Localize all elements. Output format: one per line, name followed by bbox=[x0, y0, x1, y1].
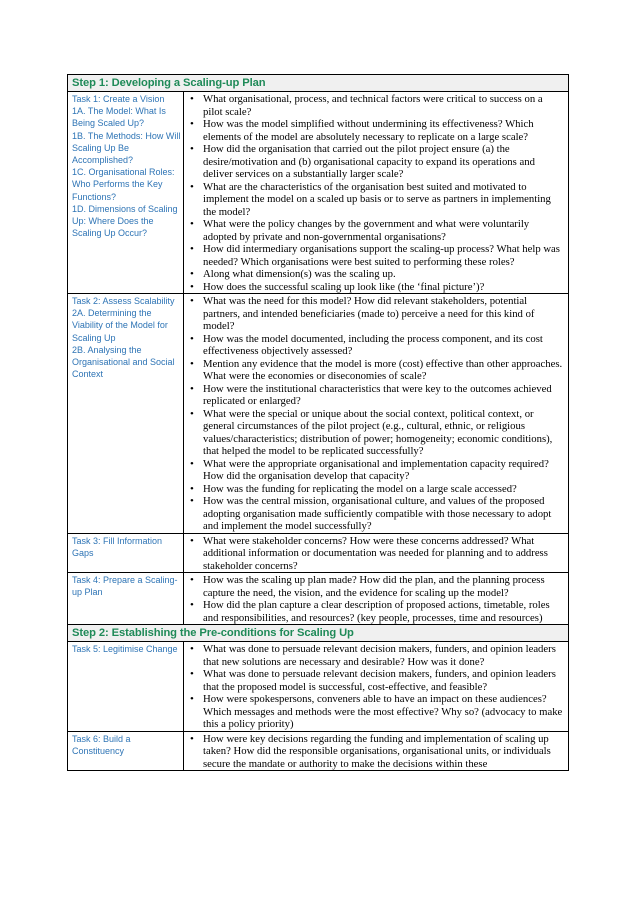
task-row bbox=[68, 533, 569, 573]
questions-cell bbox=[184, 92, 569, 294]
question-list bbox=[190, 535, 564, 573]
task-title: Task 3: Fill Information Gaps bbox=[72, 535, 163, 558]
step-heading-row bbox=[68, 75, 569, 92]
task-row bbox=[68, 92, 569, 294]
question-list bbox=[190, 643, 564, 731]
task-row bbox=[68, 731, 569, 771]
question-item: • How does the successful scaling up look like (the ‘final picture’)? bbox=[190, 281, 564, 294]
task-title: Task 4: Prepare a Scaling-up Plan bbox=[72, 575, 178, 598]
task-label-cell bbox=[68, 731, 184, 771]
question-list bbox=[190, 93, 564, 293]
question-item: • How did intermediary organisations support the scaling-up process? What help was needed? Which organisations were best suited to performing these roles? bbox=[190, 243, 564, 268]
question-list bbox=[190, 733, 564, 771]
question-item: • How did the organisation that carried out the pilot project ensure (a) the desire/motivation and (b) organisational capacity to expand its operations and deliver services on a substantially larger scale? bbox=[190, 143, 564, 181]
task-label-cell bbox=[68, 573, 184, 625]
task-label-cell bbox=[68, 642, 184, 732]
question-item: • How were spokespersons, conveners able to have an impact on these audiences? Which messages and methods were the most effective? Why so? (advocacy to make this a policy priority) bbox=[190, 693, 564, 731]
task-row bbox=[68, 573, 569, 625]
question-list bbox=[190, 295, 564, 533]
question-item: • What was done to persuade relevant decision makers, funders, and opinion leaders that new solutions are necessary and desirable? How was it done? bbox=[190, 643, 564, 668]
task-subitem: 2A. Determining the Viability of the Model for Scaling Up bbox=[72, 308, 168, 343]
question-item: • How was the scaling up plan made? How did the plan, and the planning process capture the need, the vision, and the evidence for scaling up the model? bbox=[190, 574, 564, 599]
task-title: Task 1: Create a Vision bbox=[72, 94, 165, 104]
questions-cell bbox=[184, 294, 569, 534]
task-title: Task 2: Assess Scalability bbox=[72, 296, 175, 306]
step-heading: Step 2: Establishing the Pre-conditions for Scaling Up bbox=[68, 625, 569, 642]
task-label-cell bbox=[68, 533, 184, 573]
step-heading-row bbox=[68, 625, 569, 642]
question-item: • What were the appropriate organisational and implementation capacity required? How did the organisation develop that capacity? bbox=[190, 458, 564, 483]
task-subitem: 1A. The Model: What Is Being Scaled Up? bbox=[72, 106, 166, 129]
task-row bbox=[68, 642, 569, 732]
task-subitem: 1D. Dimensions of Scaling Up: Where Does the Scaling Up Occur? bbox=[72, 203, 178, 239]
question-item: • What were the special or unique about the social context, political context, or general circumstances of the pilot project (e.g., cultural, ethnic, or religious values/characteristics; distribution of power; homogeneity; economic conditions), that helped the model to be replicated successfully? bbox=[190, 408, 564, 458]
question-item: • How were key decisions regarding the funding and implementation of scaling up taken? How did the responsible organisations, organisational units, or individuals secure the mandate or authority to make the decisions within these bbox=[190, 733, 564, 771]
question-item: • How was the model simplified without undermining its effectiveness? Which elements of the model are absolutely necessary to replicate on a large scale? bbox=[190, 118, 564, 143]
question-item: • How was the central mission, organisational culture, and values of the proposed adopting organisation made sufficiently compatible with those necessary to adopt and implement the model successfully? bbox=[190, 495, 564, 533]
task-subitem: 1C. Organisational Roles: Who Performs the Key Functions? bbox=[72, 167, 175, 202]
task-subitem: 2B. Analysing the Organisational and Social Context bbox=[72, 344, 175, 380]
question-item: • What were the policy changes by the government and what were voluntarily adopted by private and non-governmental organisations? bbox=[190, 218, 564, 243]
question-item: • Mention any evidence that the model is more (cost) effective than other approaches. What were the economies or diseconomies of scale? bbox=[190, 358, 564, 383]
questions-cell bbox=[184, 533, 569, 573]
question-item: • What were stakeholder concerns? How were these concerns addressed? What additional information or documentation was needed for planning and to address stakeholder concerns? bbox=[190, 535, 564, 573]
task-label-cell bbox=[68, 92, 184, 294]
question-item: • Along what dimension(s) was the scaling up. bbox=[190, 268, 564, 281]
task-title: Task 6: Build a Constituency bbox=[72, 733, 131, 756]
question-item: • How were the institutional characteristics that were key to the outcomes achieved replicated or enlarged? bbox=[190, 383, 564, 408]
question-item: • How did the plan capture a clear description of proposed actions, timetable, roles and responsibilities, and resources? (key people, processes, time and resources) bbox=[190, 599, 564, 624]
scaling-up-table bbox=[67, 74, 569, 771]
task-row bbox=[68, 294, 569, 534]
question-item: • How was the funding for replicating the model on a large scale accessed? bbox=[190, 483, 564, 496]
document-page bbox=[67, 74, 568, 771]
question-item: • What organisational, process, and technical factors were critical to success on a pilot scale? bbox=[190, 93, 564, 118]
questions-cell bbox=[184, 573, 569, 625]
question-item: • What was the need for this model? How did relevant stakeholders, potential partners, and intended beneficiaries (made to) perceive a need for this kind of model? bbox=[190, 295, 564, 333]
questions-cell bbox=[184, 642, 569, 732]
task-subitem: 1B. The Methods: How Will Scaling Up Be Accomplished? bbox=[72, 130, 181, 166]
question-item: • What was done to persuade relevant decision makers, funders, and opinion leaders that the proposed model is successful, cost-effective, and feasible? bbox=[190, 668, 564, 693]
task-label-cell bbox=[68, 294, 184, 534]
question-list bbox=[190, 574, 564, 624]
task-title: Task 5: Legitimise Change bbox=[72, 644, 178, 654]
question-item: • What are the characteristics of the organisation best suited and motivated to implement the model on a scaled up basis or to serve as partners in implementing the model? bbox=[190, 181, 564, 219]
step-heading: Step 1: Developing a Scaling-up Plan bbox=[68, 75, 569, 92]
questions-cell bbox=[184, 731, 569, 771]
question-item: • How was the model documented, including the process component, and its cost effectiveness objectively assessed? bbox=[190, 333, 564, 358]
